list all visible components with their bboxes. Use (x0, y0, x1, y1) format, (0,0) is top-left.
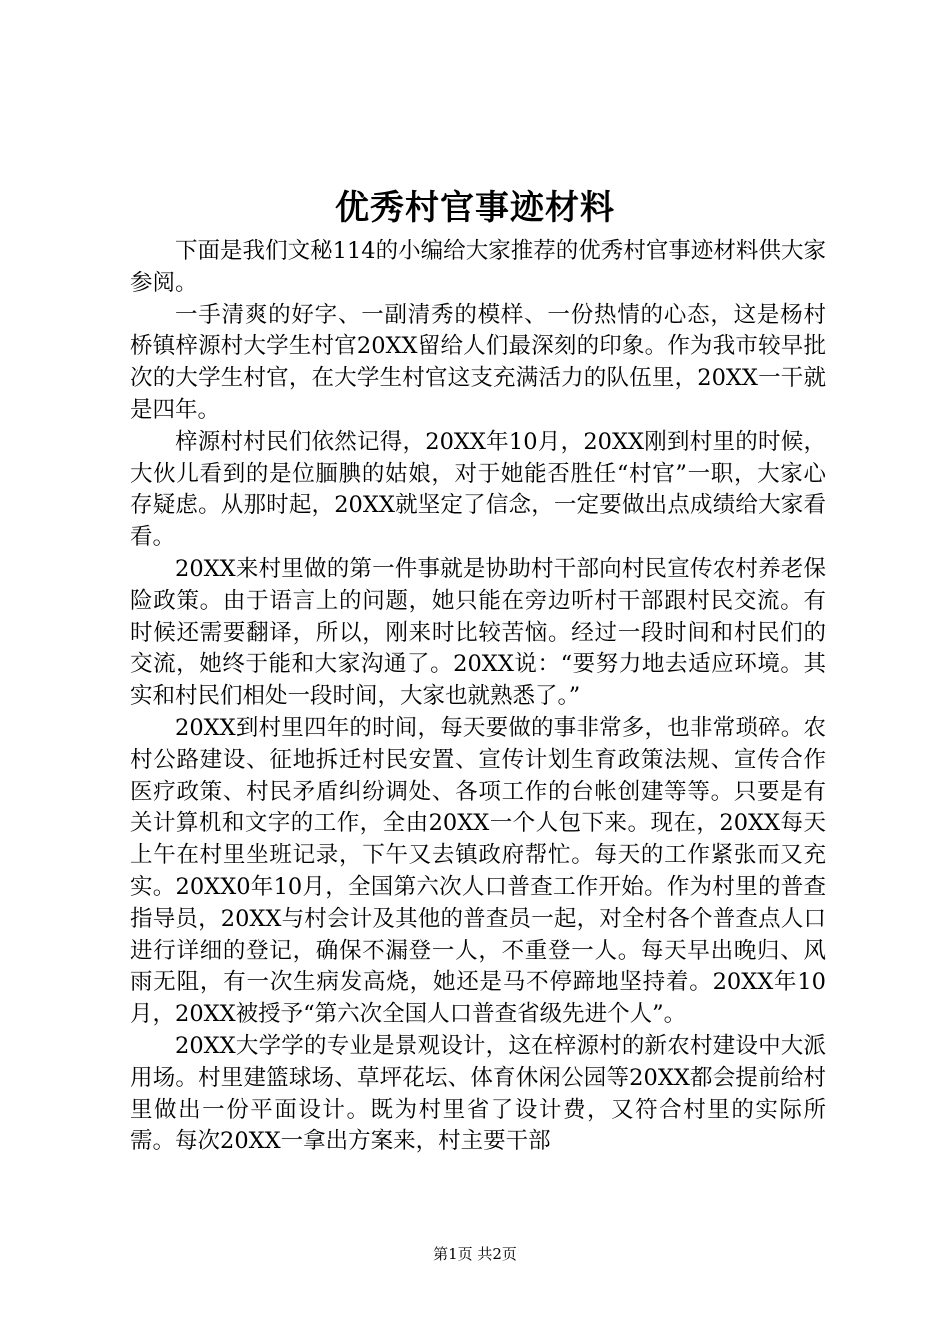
paragraph-landscape-design: 20XX大学学的专业是景观设计，这在梓源村的新农村建设中大派用场。村里建篮球场、草坪花坛、体育休闲公园等20XX都会提前给村里做出一份平面设计。既为村里省了设计费，又符合村里的实际所需。每次20XX一拿出方案来，村主要干部 (130, 1032, 826, 1155)
paragraph-four-years: 20XX到村里四年的时间，每天要做的事非常多，也非常琐碎。农村公路建设、征地拆迁村民安置、宣传计划生育政策法规、宣传合作医疗政策、村民矛盾纠纷调处、各项工作的台帐创建等等。只要是有关计算机和文字的工作，全由20XX一个人包下来。现在，20XX每天上午在村里坐班记录，下午又去镇政府帮忙。每天的工作紧张而又充实。20XX0年10月，全国第六次人口普查工作开始。作为村里的普查指导员，20XX与村会计及其他的普查员一起，对全村各个普查点人口进行详细的登记，确保不漏登一人，不重登一人。每天早出晚归、风雨无阻，有一次生病发高烧，她还是马不停蹄地坚持着。20XX年10月，20XX被授予“第六次全国人口普查省级先进个人”。 (130, 714, 826, 1028)
document-body (130, 236, 826, 1158)
page-footer: 第1页 共2页 (433, 1245, 517, 1263)
paragraph-first-task: 20XX来村里做的第一件事就是协助村干部向村民宣传农村养老保险政策。由于语言上的问题，她只能在旁边听村干部跟村民交流。有时候还需要翻译，所以，刚来时比较苦恼。经过一段时间和村民们的交流，她终于能和大家沟通了。20XX说：“要努力地去适应环境。其实和村民们相处一段时间，大家也就熟悉了。” (130, 555, 826, 710)
paragraph-impression: 一手清爽的好字、一副清秀的模样、一份热情的心态，这是杨村桥镇梓源村大学生村官20XX留给人们最深刻的印象。作为我市较早批次的大学生村官，在大学生村官这支充满活力的队伍里，20XX一干就是四年。 (130, 301, 826, 423)
paragraph-intro: 下面是我们文秘114的小编给大家推荐的优秀村官事迹材料供大家参阅。 (130, 238, 826, 296)
document-title: 优秀村官事迹材料 (335, 188, 615, 228)
paragraph-arrival: 梓源村村民们依然记得，20XX年10月，20XX刚到村里的时候，大伙儿看到的是位腼腆的姑娘，对于她能否胜任“村官”一职，大家心存疑虑。从那时起，20XX就坚定了信念，一定要做出点成绩给大家看看。 (130, 428, 826, 551)
